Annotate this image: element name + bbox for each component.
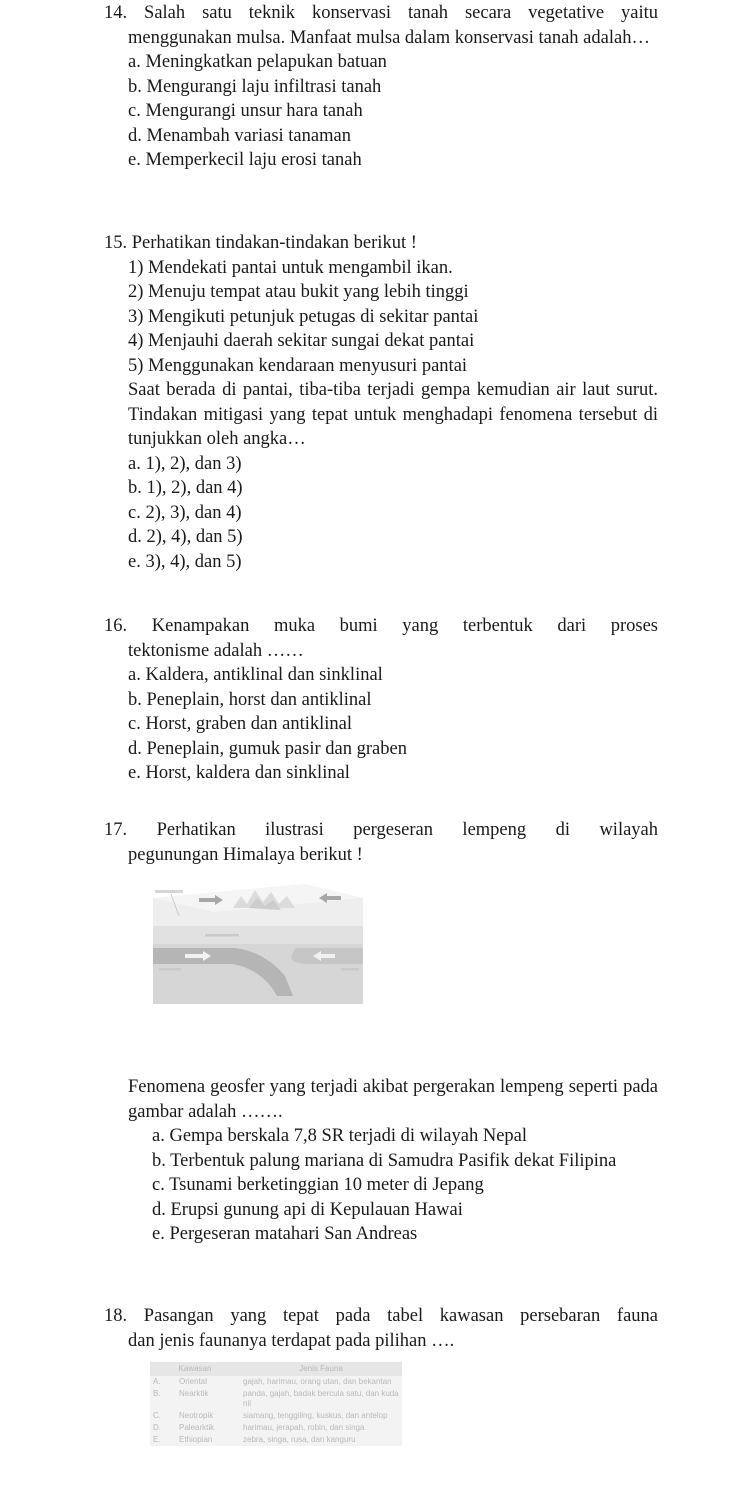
options-list	[128, 1124, 658, 1247]
row-fauna: panda, gajah, badak bercula satu, dan kuda nil	[243, 1389, 399, 1408]
fauna-distribution-table	[150, 1362, 402, 1446]
option-d[interactable]: d. Menambah variasi tanaman	[128, 125, 351, 146]
option-b[interactable]: b. 1), 2), dan 4)	[128, 478, 243, 498]
stem-text: Perhatikan tindakan-tindakan berikut !	[131, 233, 417, 253]
crust-layer	[153, 926, 363, 944]
option-e[interactable]: e. Memperkecil laju erosi tanah	[128, 150, 362, 170]
stem-text: Pasangan yang tepat pada tabel kawasan persebaran fauna	[143, 1306, 658, 1326]
question-17	[104, 818, 658, 867]
question-number: 18.	[104, 1306, 128, 1326]
question-18	[104, 1304, 658, 1353]
question-15-text: Saat berada di pantai, tiba-tiba terjadi gempa kemudian air laut surut. Tindakan mitigasi yang tepat untuk menghadapi fenomena tersebut di tunjukkan oleh angka…	[128, 380, 658, 449]
stem-text: dan jenis faunanya terdapat pada pilihan ….	[128, 1330, 455, 1351]
question-17-stem	[104, 818, 658, 843]
row-letter: E.	[153, 1435, 161, 1444]
action-item: 3) Mengikuti petunjuk petugas di sekitar pantai	[128, 306, 479, 327]
row-region: Ethiopian	[179, 1435, 213, 1444]
option-e[interactable]: e. 3), 4), dan 5)	[128, 551, 242, 572]
stem-text: Perhatikan ilustrasi pergeseran lempeng di wilayah	[156, 820, 659, 840]
action-item: 4) Menjauhi daerah sekitar sungai dekat pantai	[128, 331, 475, 351]
plate-diagram-svg	[145, 878, 370, 1020]
question-18-stem	[104, 1304, 658, 1329]
option-a[interactable]: a. 1), 2), dan 3)	[128, 453, 242, 474]
table-row	[150, 1422, 402, 1434]
table-row	[150, 1410, 402, 1422]
option-e[interactable]: e. Horst, kaldera dan sinklinal	[128, 763, 350, 783]
row-region: Oriental	[179, 1377, 208, 1386]
question-17-continuation	[128, 1075, 658, 1247]
option-d[interactable]: d. 2), 4), dan 5)	[128, 527, 243, 547]
action-item: 1) Mendekati pantai untuk mengambil ikan.	[128, 257, 453, 278]
row-region: Neotropik	[179, 1411, 214, 1420]
row-fauna: zebra, singa, rusa, dan kanguru	[243, 1435, 356, 1444]
option-b[interactable]: b. Terbentuk palung mariana di Samudra Pasifik dekat Filipina	[152, 1150, 617, 1171]
stem-text: menggunakan mulsa. Manfaat mulsa dalam konservasi tanah adalah…	[128, 27, 650, 48]
option-c[interactable]: c. Tsunami berketinggian 10 meter di Jepang	[152, 1175, 484, 1195]
option-c[interactable]: c. Horst, graben dan antiklinal	[128, 714, 352, 734]
row-fauna: siamang, tenggiling, kuskus, dan antelop	[243, 1411, 388, 1420]
option-b[interactable]: b. Peneplain, horst dan antiklinal	[128, 689, 372, 710]
action-item: 2) Menuju tempat atau bukit yang lebih tinggi	[128, 282, 469, 302]
table-row	[150, 1376, 402, 1388]
option-e[interactable]: e. Pergeseran matahari San Andreas	[152, 1224, 418, 1244]
table-row	[150, 1388, 402, 1410]
label-mark	[205, 934, 239, 937]
question-number: 15.	[104, 233, 128, 253]
row-letter: D.	[153, 1423, 161, 1432]
option-a[interactable]: a. Gempa berskala 7,8 SR terjadi di wilayah Nepal	[152, 1126, 528, 1146]
options-list	[104, 50, 658, 173]
question-14-stem	[104, 1, 658, 50]
question-number: 14.	[104, 3, 128, 23]
stem-text: Kenampakan muka bumi yang terbentuk dari proses	[151, 616, 659, 636]
option-c[interactable]: c. 2), 3), dan 4)	[128, 502, 242, 523]
plate-collision-illustration	[145, 878, 370, 1020]
row-fauna: harimau, jerapah, robin, dan singa	[243, 1423, 365, 1432]
option-a[interactable]: a. Meningkatkan pelapukan batuan	[128, 52, 387, 72]
action-item: 5) Menggunakan kendaraan menyusuri pantai	[128, 355, 468, 376]
row-fauna: gajah, harimau, orang utan, dan bekantan	[243, 1377, 392, 1386]
options-list	[104, 663, 658, 786]
table-header-row	[150, 1362, 402, 1376]
stem-text: Salah satu teknik konservasi tanah secara vegetative yaitu	[144, 3, 658, 23]
question-15	[104, 231, 658, 574]
label-mark	[155, 890, 183, 893]
question-15-stem	[104, 231, 658, 256]
options-list	[104, 452, 658, 575]
row-region: Nearktik	[179, 1389, 209, 1398]
question-16-stem	[104, 614, 658, 639]
stem-text: tektonisme adalah ……	[128, 640, 304, 661]
label-mark	[159, 968, 181, 971]
row-letter: B.	[153, 1389, 161, 1398]
question-number: 16.	[104, 616, 128, 636]
option-d[interactable]: d. Erupsi gunung api di Kepulauan Hawai	[152, 1199, 463, 1220]
option-b[interactable]: b. Mengurangi laju infiltrasi tanah	[128, 76, 382, 97]
column-header-kawasan: Kawasan	[150, 1362, 240, 1376]
option-c[interactable]: c. Mengurangi unsur hara tanah	[128, 101, 363, 121]
question-number: 17.	[104, 820, 128, 840]
question-14	[104, 1, 658, 173]
question-16	[104, 614, 658, 786]
question-17-text: Fenomena geosfer yang terjadi akibat pergerakan lempeng seperti pada gambar adalah …….	[128, 1077, 658, 1122]
table-row	[150, 1434, 402, 1446]
row-region: Palearktik	[179, 1423, 215, 1432]
option-a[interactable]: a. Kaldera, antiklinal dan sinklinal	[128, 665, 383, 685]
stem-text: pegunungan Himalaya berikut !	[128, 844, 363, 865]
action-list	[104, 256, 658, 379]
option-d[interactable]: d. Peneplain, gumuk pasir dan graben	[128, 738, 407, 759]
label-mark	[341, 968, 359, 971]
row-letter: C.	[153, 1411, 161, 1420]
column-header-jenis-fauna: Jenis Fauna	[240, 1362, 402, 1376]
row-letter: A.	[153, 1377, 161, 1386]
